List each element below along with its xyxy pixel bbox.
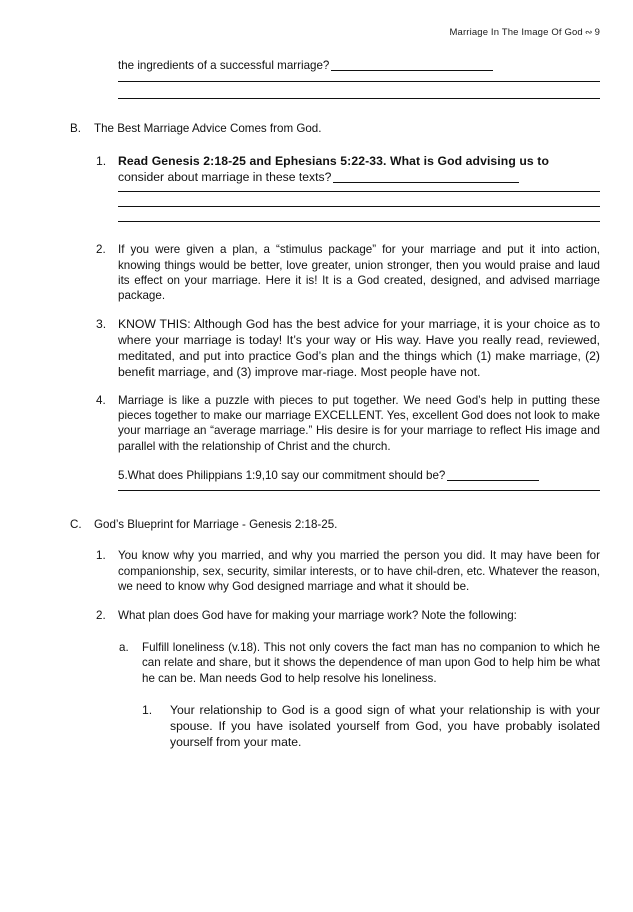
item-question: What does Philippians 1:9,10 say our commitment should be?: [127, 469, 446, 483]
section-heading-b: [0, 121, 633, 136]
item-marker: 5.: [118, 469, 128, 483]
item-c2: [0, 608, 633, 623]
section-title: The Best Marriage Advice Comes from God.: [94, 122, 322, 136]
item-marker: 3.: [96, 316, 107, 331]
item-text: If you were given a plan, a “stimulus package” for your marriage and put it into action, knowing things would be better, love greater, union stronger, then you would praise and laud its effect on your marriage. Here it is! It is a God created, designed, and advised marriage package.: [118, 243, 600, 303]
running-header: [449, 27, 600, 38]
item-b1: [0, 153, 633, 185]
page-number: 9: [594, 27, 600, 38]
item-text: What plan does God have for making your marriage work? Note the following:: [118, 609, 517, 623]
item-marker: 2.: [96, 609, 106, 623]
answer-blank[interactable]: [447, 469, 539, 481]
running-header-title: Marriage In The Image Of God: [449, 27, 583, 38]
ornament-icon: ∾: [584, 26, 593, 37]
answer-blank-line[interactable]: [118, 221, 600, 222]
continued-question-text: the ingredients of a successful marriage?: [118, 58, 600, 73]
item-text: KNOW THIS: Although God has the best advice for your marriage, it is your choice as to where your marriage is today! It’s your way or His way. Have you really read, reviewed, meditated, and put into practice God’s plan and the things which (1) make marriage, (2) benefit marriage, and (3) improve mar-riage. Most people have not.: [118, 316, 600, 380]
answer-blank-line[interactable]: [118, 490, 600, 491]
answer-rules: [0, 81, 633, 99]
item-marker: 1.: [142, 702, 153, 717]
answer-blank-line[interactable]: [118, 98, 600, 99]
section-title: God’s Blueprint for Marriage - Genesis 2:18-25.: [94, 517, 338, 531]
item-marker: 2.: [96, 243, 106, 257]
item-marker: 1.: [96, 153, 107, 168]
item-text: You know why you married, and why you married the person you did. It may have been for companionship, sex, security, similar interests, or to have chil-dren, etc. Whatever the reason, we need to know why God designed marriage and what it should be.: [118, 549, 600, 593]
item-marker: a.: [119, 640, 129, 654]
item-b3: [0, 316, 633, 381]
continued-question: [0, 58, 633, 73]
item-marker: 1.: [96, 549, 106, 563]
section-marker: B.: [70, 122, 81, 136]
answer-blank[interactable]: [331, 59, 493, 71]
item-b4: [0, 393, 633, 455]
document-body: [0, 58, 633, 751]
item-marker: 4.: [96, 393, 106, 407]
item-c2a1: [0, 702, 633, 751]
item-text: [118, 153, 600, 185]
answer-blank[interactable]: [333, 171, 519, 183]
item-text: Fulfill loneliness (v.18). This not only covers the fact man has no companion to which he can relate and share, but it shows the dependence of man upon God to help him be what he can be. Man needs God to help resolve his loneliness.: [142, 640, 600, 685]
item-text: Your relationship to God is a good sign of what your relationship is with your spouse. If you have isolated yourself from God, you have probably isolated yourself from your mate.: [170, 702, 600, 750]
item-c1: [0, 548, 633, 594]
answer-rules-b5: [0, 490, 633, 491]
item-text: [118, 468, 600, 483]
item-b5: [0, 468, 633, 483]
item-lead-line: Read Genesis 2:18-25 and Ephesians 5:22-33. What is God advising us to: [118, 153, 549, 168]
item-continuation: consider about marriage in these texts?: [118, 170, 332, 185]
answer-rules-b1: [0, 191, 633, 222]
item-c2a: [0, 640, 633, 686]
section-heading-c: [0, 517, 633, 532]
item-text: Marriage is like a puzzle with pieces to put together. We need God’s help in putting these pieces together to make our marriage EXCELLENT. Yes, excellent God does not look to make your marriage an “average marriage.” His desire is for your marriage to reflect His image and parallel with the relationship of Christ and the church.: [118, 393, 600, 453]
section-marker: C.: [70, 517, 82, 531]
item-b2: [0, 242, 633, 304]
